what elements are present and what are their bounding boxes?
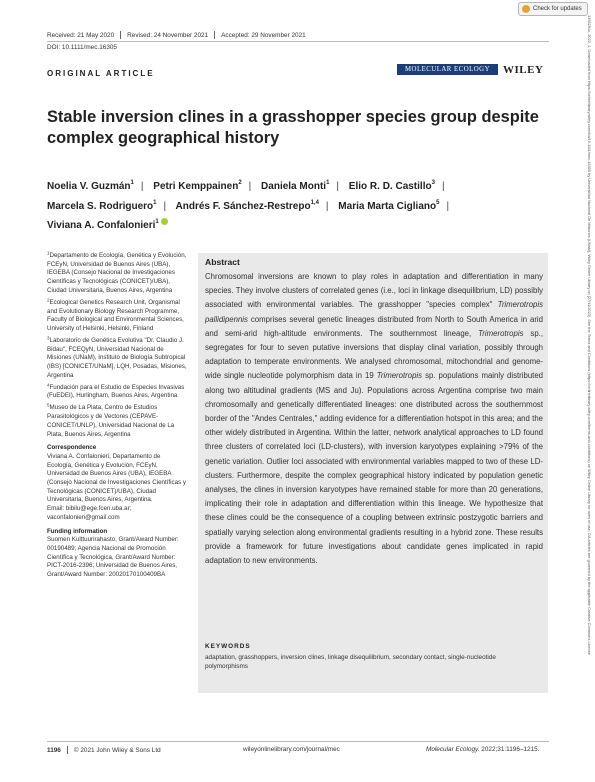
author[interactable]: Maria Marta Cigliano$^5$ <box>338 199 440 212</box>
separator <box>214 31 215 39</box>
journal-url[interactable]: wileyonlinelibrary.com/journal/mec <box>243 746 340 753</box>
article-type: ORIGINAL ARTICLE <box>47 69 155 78</box>
affiliation: $^2$Ecological Genetics Research Unit, Organismal and Evolutionary Biology Research Programme, Faculty of Biological and Environmental Sciences, University of Helsinki, Helsinki, Finland <box>47 297 184 332</box>
author[interactable]: Marcela S. Rodriguero$^1$ <box>47 199 157 212</box>
affiliation: $^1$Departamento de Ecología, Genética y Evolución, FCEyN, Universidad de Buenos Aires (UBA), IEGEBA (Consejo Nacional de Investigaciones Científicas y Tecnológicas (CONICET)/UBA), Ciudad Universitaria, Buenos Aires, Argentina <box>47 250 187 294</box>
sidebar-text: 1365294x, 2022, 4, Downloaded from https://onlinelibrary.wiley.com/doi/10.1111/mec.16305 by Universidad Nacional De Misiones (UNaM), Wiley Online Library on [27/11/2023]. See the Terms and Conditions (https://onlinelibrary.wiley.com/terms-and-conditions) on Wiley Online Library for rules of use; OA articles are governed by the applicable Creative Commons License <box>587 15 592 655</box>
abstract-text: Chromosomal inversions are known to play roles in adaptation and differentiation in many species. They involve clusters of correlated genes (i.e., loci in linkage disequilibrium, LD) possibly associated with environmental variables. The grasshopper "species complex" Trimerotropis pallidipennis comprises several genetic lineages distributed from North to South America in arid and semi-arid high-altitude environments. The southernmost lineage, Trimerotropis sp., segregates for four to seven putative inversions that display clinal variation, possibly through adaptation to temperate environments. We analysed chromosomal, mitochondrial and genome-wide single nucleotide polymorphism data in 19 Trimerotropis sp. populations mainly distributed along two altitudinal gradients (MS and Ju). Populations across Argentina comprise two main chromosomally and genetically differentiated lineages: one distributed across the southernmost border of the "Andes Centrales," adding evidence for a differentiation hotspot in this area; and the other widely distributed in Argentina. Within the latter, network analytical approaches to LD found three clusters of correlated loci (LD-clusters), with inversion karyotypes explaining >79% of the genetic variation. Outlier loci associated with environmental variables mapped to two of these LD-clusters. Furthermore, despite the complex geographical history indicated by population genetic analyses, the clines in inversion karyotypes have remained stable for more than 20 generations, implicating their role in adaptation and differentiation within this lineage. We hypothesize that these clines could be the consequence of a coupling between extrinsic postzygotic barriers and spatially varying selection along environmental gradients resulting in a hybrid zone. These results provide a framework for future investigations about candidate genes implicated in rapid adaptation to new environments. <box>205 272 544 566</box>
page-number: 1196 <box>47 747 61 754</box>
footer-left <box>47 746 161 754</box>
article-dates <box>47 31 306 39</box>
affiliation: $^5$Museo de La Plata, Centro de Estudios Parasitológicos y de Vectores (CEPAVE-CONICET/UNLP), Universidad Nacional de La Plata, Buenos Aires, Argentina <box>47 402 175 438</box>
funding-heading: Funding information <box>47 527 108 535</box>
keywords-text: adaptation, grasshoppers, inversion clines, linkage disequilibrium, secondary contact, single-nucleotide polymorphisms <box>205 654 496 670</box>
separator <box>67 746 68 754</box>
affiliation: $^3$Laboratorio de Genética Evolutiva "Dr. Claudio J. Bidau", FCEQyN, Universidad Nacional de Misiones (UNaM), Instituto de Biología Subtropical (IBS) [CONICET/UNaM], LQH, Posadas, Misiones, Argentina <box>47 335 187 379</box>
funding-text: Suomen Kulttuurirahasto, Grant/Award Number: 00190489; Agencia Nacional de Promoción Científica y Tecnológica, Grant/Award Number: PICT-2016-2396; Universidad de Buenos Aires, Grant/Award Number: 20020170100409BA <box>47 536 179 579</box>
author[interactable]: Elio R. D. Castillo$^3$ <box>348 180 435 192</box>
author[interactable]: Daniela Monti$^1$ <box>261 180 330 192</box>
correspondence-heading: Correspondence <box>47 444 97 452</box>
abstract-heading: Abstract <box>205 257 240 267</box>
keywords-heading: KEYWORDS <box>205 643 251 650</box>
received-date: Received: 21 May 2020 <box>47 32 115 39</box>
check-for-updates-label: Check for updates <box>533 6 582 12</box>
correspondence-email[interactable]: Email: bibilu@ege.fcen.uba.ar; vaconfalonieri@gmail.com <box>47 505 132 521</box>
affiliation: $^4$Fundación para el Estudio de Especies Invasivas (FuEDEI), Hurlingham, Buenos Aires, Argentina <box>47 382 185 400</box>
journal-logo[interactable] <box>397 64 498 75</box>
journal-logo-text: MOLECULAR ECOLOGY <box>405 66 490 73</box>
publisher-logo[interactable]: WILEY <box>503 64 544 76</box>
correspondence-text: Viviana A. Confalonieri, Departamento de Ecología, Genética y Evolución, FCEyN, Universidad de Buenos Aires (UBA), IEGEBA (Consejo Nacional de Investigaciones Científicas y Tecnológicas (CONICET)/UBA), Ciudad Universitaria, Buenos Aires, Argentina. <box>47 452 186 504</box>
citation: Molecular Ecology. 2022;31:1196–1215. <box>426 746 540 753</box>
orcid-icon[interactable] <box>161 218 168 225</box>
download-sidebar <box>585 15 594 775</box>
check-for-updates-button[interactable] <box>518 2 588 16</box>
author[interactable]: Noelia V. Guzmán$^1$ <box>47 180 134 192</box>
separator <box>120 31 121 39</box>
header-divider <box>47 41 549 42</box>
footer-divider <box>47 741 549 742</box>
revised-date: Revised: 24 November 2021 <box>127 32 209 39</box>
accepted-date: Accepted: 29 November 2021 <box>221 32 306 39</box>
article-info-column <box>47 252 187 580</box>
article-title: Stable inversion clines in a grasshopper species group despite complex geographical history <box>47 108 539 147</box>
author[interactable]: Andrés F. Sánchez-Restrepo$^{1,4}$ <box>175 199 319 212</box>
author[interactable]: Petri Kemppainen$^2$ <box>153 180 242 192</box>
author[interactable]: Viviana A. Confalonieri$^1$ <box>47 220 168 231</box>
copyright: © 2021 John Wiley & Sons Ltd <box>73 747 161 754</box>
updates-icon <box>522 5 530 13</box>
author-list: Noelia V. Guzmán$^1$ | Petri Kemppainen$^2$ | Daniela Monti$^1$ | Elio R. D. Castillo$^3$ | Marcela S. Rodriguero$^1$ | Andrés F. Sánchez-Restrepo$^{1,4}$ | Maria Marta Cigliano$^5$ | Viviana A. Confalonieri$^1$ <box>47 180 450 231</box>
doi[interactable]: DOI: 10.1111/mec.16305 <box>47 44 117 51</box>
